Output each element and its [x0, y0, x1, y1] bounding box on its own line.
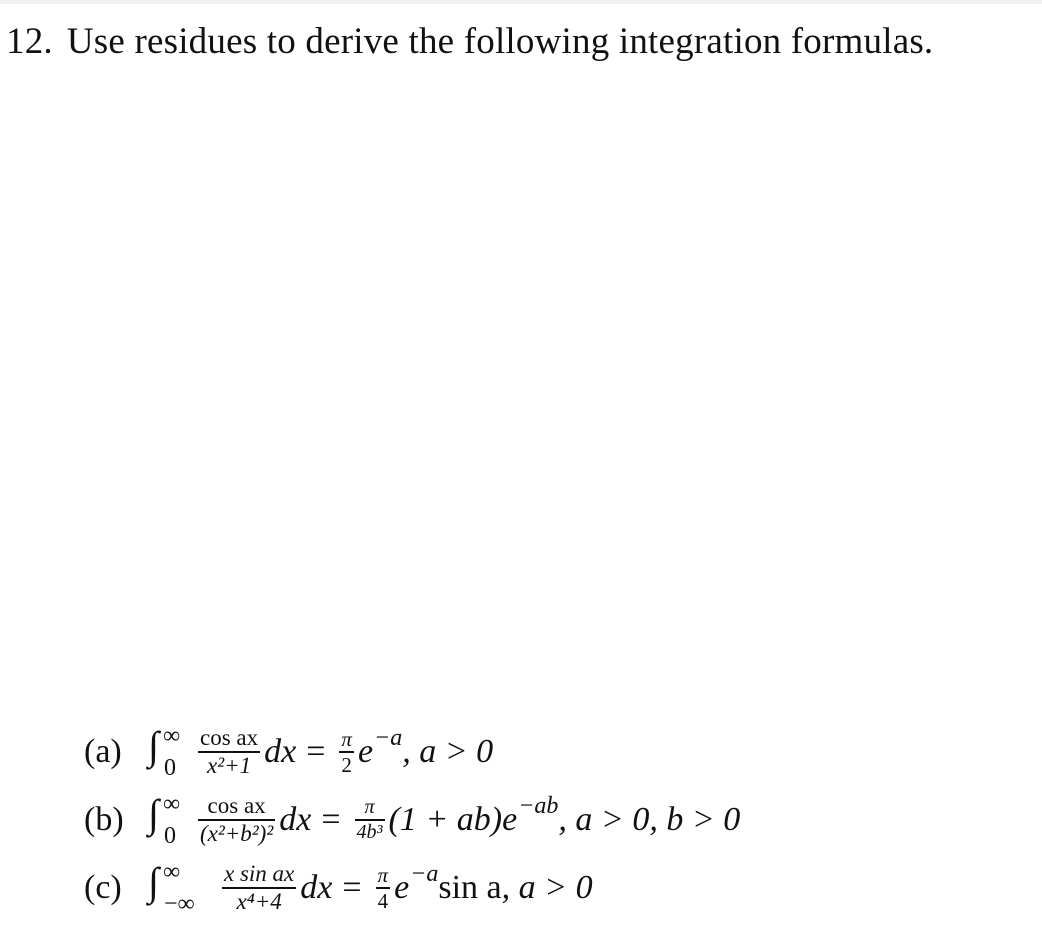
- rhs-base: e: [502, 801, 518, 838]
- rhs-exponent: −a: [374, 724, 403, 751]
- coefficient-numerator: π: [364, 796, 375, 819]
- coefficient-fraction: [339, 728, 354, 776]
- integrand-denominator: (x²+b²)²: [200, 820, 274, 846]
- upper-limit: ∞: [163, 859, 181, 885]
- coefficient-denominator: 4: [377, 888, 389, 913]
- integral-sign: ∫ ∞ 0: [148, 723, 181, 781]
- differential: dx: [264, 733, 297, 770]
- rhs-prefix: (1 + ab): [388, 801, 503, 838]
- coefficient-fraction: [355, 797, 385, 843]
- formula-b: [84, 792, 740, 848]
- formula-label: (a): [84, 733, 122, 770]
- equals-sign: =: [342, 869, 362, 906]
- condition: , a > 0: [402, 733, 494, 770]
- integrand-denominator: x⁴+4: [236, 888, 282, 914]
- integral-sign: ∫ ∞ 0: [148, 791, 181, 849]
- lower-limit: 0: [164, 823, 176, 849]
- equals-sign: =: [306, 733, 326, 770]
- differential: dx: [279, 801, 312, 838]
- upper-limit: ∞: [163, 791, 181, 817]
- lower-limit: −∞: [164, 891, 195, 917]
- rhs-base: e: [357, 733, 374, 770]
- problem-heading: [6, 20, 933, 63]
- coefficient-numerator: π: [341, 727, 352, 752]
- integrand-fraction: [198, 726, 260, 778]
- differential: dx: [300, 869, 333, 906]
- coefficient-denominator: 2: [341, 752, 352, 777]
- rhs-base: e: [394, 869, 410, 906]
- integrand-numerator: cos ax: [200, 725, 259, 751]
- equals-sign: =: [321, 801, 341, 838]
- integrand-fraction: [198, 794, 275, 846]
- integrand-numerator: cos ax: [207, 793, 266, 819]
- integrand-numerator: x sin ax: [224, 861, 295, 887]
- rhs-exponent: −ab: [518, 792, 559, 819]
- formula-a: [84, 724, 493, 780]
- rhs-suffix: sin a: [438, 869, 502, 906]
- coefficient-fraction: [376, 864, 391, 912]
- condition: , a > 0, b > 0: [558, 801, 741, 838]
- formula-label: (b): [84, 801, 124, 838]
- formula-label: (c): [84, 869, 122, 906]
- integral-sign: ∫ ∞ −∞: [148, 859, 195, 917]
- rhs-exponent: −a: [410, 860, 439, 887]
- lower-limit: 0: [164, 755, 176, 781]
- top-edge-strip: [0, 0, 1042, 4]
- condition: , a > 0: [501, 869, 593, 906]
- coefficient-denominator: 4b³: [356, 820, 383, 843]
- integrand-denominator: x²+1: [207, 752, 252, 778]
- problem-number: 12.: [6, 21, 53, 62]
- upper-limit: ∞: [163, 723, 181, 749]
- problem-statement: Use residues to derive the following integration formulas.: [66, 21, 934, 62]
- formula-c: [84, 860, 593, 916]
- integrand-fraction: [222, 862, 296, 914]
- coefficient-numerator: π: [377, 863, 389, 888]
